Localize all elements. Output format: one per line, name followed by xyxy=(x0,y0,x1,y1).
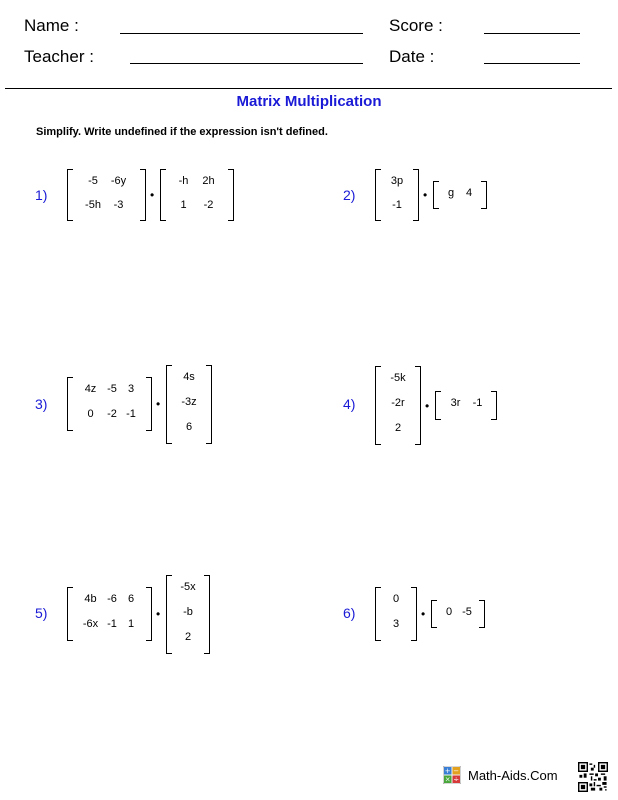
svg-text:−: − xyxy=(453,767,460,776)
matrix-a xyxy=(67,169,146,221)
matrix-cell: -5 xyxy=(107,383,117,395)
matrix-a xyxy=(67,587,152,641)
left-bracket xyxy=(375,587,381,641)
right-bracket xyxy=(140,169,146,221)
right-bracket xyxy=(491,391,497,420)
matrix-cell: -1 xyxy=(472,397,483,409)
worksheet-title: Matrix Multiplication xyxy=(236,93,382,110)
matrix-b xyxy=(435,391,497,420)
header-divider xyxy=(5,88,612,89)
left-bracket xyxy=(67,587,73,641)
matrix-cell: -5k xyxy=(390,372,406,384)
teacher-label: Teacher : xyxy=(24,47,94,66)
svg-text:×: × xyxy=(444,775,451,784)
problem-number: 6) xyxy=(343,605,356,621)
matrix-cell: 2h xyxy=(202,175,215,187)
right-bracket xyxy=(479,600,485,628)
matrix-b xyxy=(166,575,210,654)
right-bracket xyxy=(206,365,212,444)
left-bracket xyxy=(67,169,73,221)
matrix-cell: 4s xyxy=(183,370,195,383)
svg-text:+: + xyxy=(444,767,451,776)
multiply-dot-icon: • xyxy=(423,188,428,202)
matrix-b xyxy=(431,600,485,628)
matrix-cell: 2 xyxy=(394,422,402,434)
matrix-cell: -5 xyxy=(88,175,98,187)
matrix-cell: 0 xyxy=(87,408,94,420)
matrix-a xyxy=(375,366,421,445)
matrix-cell: -6 xyxy=(107,593,117,605)
matrix-cell: -2 xyxy=(107,408,117,420)
matrix-a xyxy=(67,377,152,431)
date-label: Date : xyxy=(389,47,435,66)
problem-number: 5) xyxy=(35,605,48,621)
left-bracket xyxy=(166,365,172,444)
right-bracket xyxy=(146,587,152,641)
matrix-cell: g xyxy=(447,187,455,199)
problem-number: 4) xyxy=(343,396,356,412)
multiply-dot-icon: • xyxy=(156,607,161,621)
left-bracket xyxy=(375,366,381,445)
matrix-cell: -h xyxy=(178,175,189,187)
matrix-cell: 0 xyxy=(445,606,453,618)
matrix-cell: -6y xyxy=(110,175,127,187)
matrix-cell: 6 xyxy=(127,593,135,605)
teacher-line[interactable] xyxy=(130,63,363,64)
matrix-cell: 0 xyxy=(392,593,400,605)
math-aids-logo-icon xyxy=(443,766,461,784)
qr-code-icon xyxy=(578,762,608,792)
right-bracket xyxy=(415,366,421,445)
matrix-b xyxy=(433,181,487,209)
name-label: Name : xyxy=(24,16,79,35)
matrix-cell: 4z xyxy=(84,383,97,395)
matrix-cell: 1 xyxy=(180,199,187,211)
right-bracket xyxy=(413,169,419,221)
matrix-b xyxy=(160,169,234,221)
right-bracket xyxy=(204,575,210,654)
problem-number: 3) xyxy=(35,396,48,412)
matrix-cell: -2r xyxy=(391,397,405,409)
matrix-cell: 4 xyxy=(465,187,473,199)
matrix-cell: -6x xyxy=(82,618,99,630)
left-bracket xyxy=(375,169,381,221)
matrix-cell: 1 xyxy=(127,618,135,630)
matrix-cell: 4b xyxy=(84,593,97,605)
right-bracket xyxy=(411,587,417,641)
matrix-cell: -5 xyxy=(462,606,472,618)
matrix-cell: 3p xyxy=(390,175,404,187)
svg-text:÷: ÷ xyxy=(453,775,460,784)
left-bracket xyxy=(435,391,441,420)
problem-number: 1) xyxy=(35,187,48,203)
matrix-b xyxy=(166,365,212,444)
matrix-a xyxy=(375,587,417,641)
matrix-cell: 3 xyxy=(392,618,400,630)
date-line[interactable] xyxy=(484,63,580,64)
left-bracket xyxy=(433,181,439,209)
matrix-cell: 2 xyxy=(184,630,192,643)
matrix-cell: -b xyxy=(183,605,193,618)
matrix-cell: 3r xyxy=(450,397,461,409)
name-line[interactable] xyxy=(120,33,363,34)
problem-number: 2) xyxy=(343,187,356,203)
matrix-cell: -3z xyxy=(181,395,197,408)
score-line[interactable] xyxy=(484,33,580,34)
matrix-cell: -1 xyxy=(107,618,117,630)
right-bracket xyxy=(228,169,234,221)
left-bracket xyxy=(166,575,172,654)
left-bracket xyxy=(67,377,73,431)
multiply-dot-icon: • xyxy=(150,188,155,202)
matrix-a xyxy=(375,169,419,221)
multiply-dot-icon: • xyxy=(425,398,430,413)
matrix-cell: -1 xyxy=(126,408,136,420)
matrix-cell: 3 xyxy=(127,383,135,395)
instructions: Simplify. Write undefined if the expression isn't defined. xyxy=(36,126,328,138)
multiply-dot-icon: • xyxy=(421,607,426,621)
left-bracket xyxy=(431,600,437,628)
score-label: Score : xyxy=(389,16,443,35)
matrix-cell: -2 xyxy=(203,199,214,211)
matrix-cell: -5x xyxy=(180,580,196,593)
matrix-cell: -5h xyxy=(85,199,101,211)
right-bracket xyxy=(481,181,487,209)
right-bracket xyxy=(146,377,152,431)
footer-brand: Math-Aids.Com xyxy=(468,768,558,783)
multiply-dot-icon: • xyxy=(156,397,161,411)
left-bracket xyxy=(160,169,166,221)
matrix-cell: -1 xyxy=(392,199,402,211)
matrix-cell: -3 xyxy=(113,199,124,211)
matrix-cell: 6 xyxy=(185,420,193,433)
